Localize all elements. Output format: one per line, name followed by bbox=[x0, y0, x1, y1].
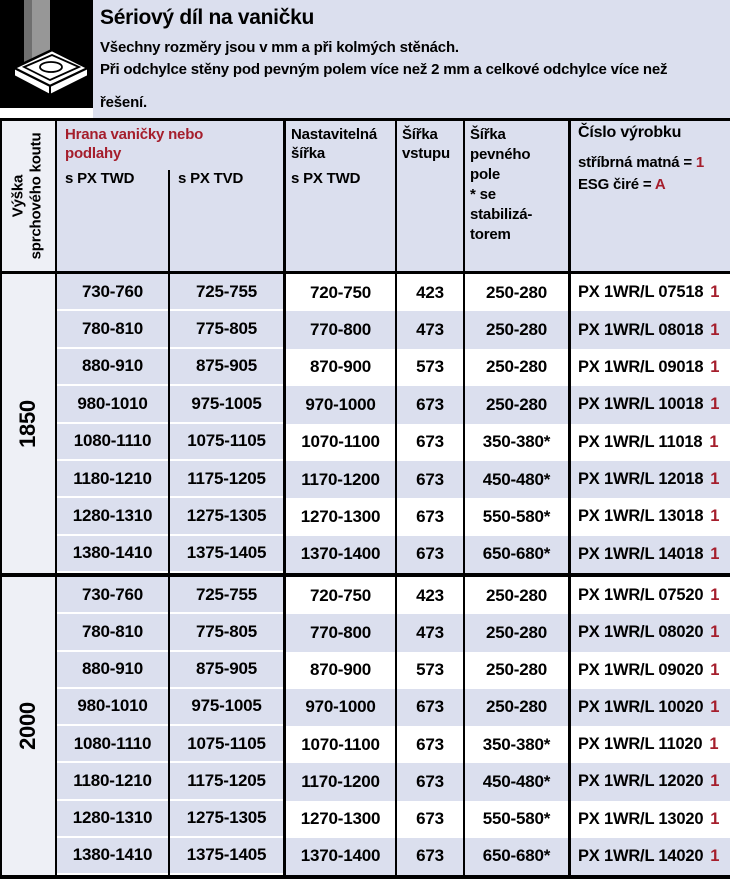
table-cell: 1375-1405 bbox=[170, 536, 283, 571]
product-code: PX 1WR/L 11020 bbox=[578, 735, 703, 754]
table-cell: 1175-1205 bbox=[170, 461, 283, 496]
table-cell: 1075-1105 bbox=[170, 424, 283, 459]
product-code: PX 1WR/L 07518 bbox=[578, 283, 704, 302]
text-line: podlahy bbox=[65, 145, 122, 162]
table-row bbox=[0, 838, 730, 875]
product-code-suffix: 1 bbox=[710, 470, 720, 489]
table-row bbox=[0, 386, 730, 423]
subtitle-line-1: Všechny rozměry jsou v mm a při kolmých stěnách. bbox=[100, 39, 459, 56]
table-cell: 1375-1405 bbox=[170, 838, 283, 873]
product-code-cell bbox=[571, 577, 730, 614]
table-row bbox=[0, 311, 730, 348]
text-line: Hrana vaničky nebo bbox=[65, 126, 204, 143]
table-row bbox=[0, 577, 730, 614]
table-cell: 1275-1305 bbox=[170, 801, 283, 836]
column-subheader-twd: s PX TWD bbox=[65, 170, 135, 187]
product-code-suffix: 1 bbox=[710, 357, 720, 376]
table-cell: 650-680* bbox=[465, 838, 568, 875]
product-code-suffix: 1 bbox=[710, 623, 720, 642]
height-group-2000 bbox=[0, 577, 730, 875]
table-cell: 975-1005 bbox=[170, 386, 283, 421]
table-row bbox=[0, 349, 730, 386]
table-row bbox=[0, 498, 730, 535]
table-cell: 1170-1200 bbox=[286, 461, 395, 498]
table-cell: 1070-1100 bbox=[301, 734, 380, 754]
table-cell: 250-280 bbox=[465, 311, 568, 348]
note-value: 1 bbox=[695, 154, 705, 171]
product-code-cell bbox=[571, 838, 730, 875]
column-header-entry-width bbox=[402, 125, 450, 163]
column-divider bbox=[463, 118, 465, 879]
product-code: PX 1WR/L 08020 bbox=[578, 623, 704, 642]
column-subheader-tvd: s PX TVD bbox=[178, 170, 244, 187]
text-line: šířka bbox=[291, 145, 326, 162]
table-cell: 673 bbox=[416, 734, 444, 754]
table-cell: 250-280 bbox=[465, 614, 568, 651]
group-height-value: 1850 bbox=[14, 399, 40, 448]
product-note-silver-matte bbox=[578, 154, 704, 171]
header-bottom-border bbox=[0, 271, 730, 274]
table-cell: 880-910 bbox=[57, 652, 168, 687]
table-cell: 550-580* bbox=[482, 506, 551, 526]
table-cell: 730-760 bbox=[57, 274, 168, 309]
product-code: PX 1WR/L 10018 bbox=[578, 395, 704, 414]
table-row bbox=[0, 536, 730, 573]
table-cell: 725-755 bbox=[170, 274, 283, 309]
product-code-cell bbox=[571, 652, 730, 689]
product-code-cell bbox=[571, 349, 730, 386]
table-bottom-border bbox=[0, 875, 730, 879]
group-rows bbox=[0, 274, 730, 573]
text-line: pole bbox=[470, 166, 501, 183]
subtitle-line-2: Při odchylce stěny pod pevným polem více než 2 mm a celkové odchylce více než bbox=[100, 61, 668, 78]
table-left-border bbox=[0, 118, 2, 879]
product-code-suffix: 1 bbox=[710, 283, 720, 302]
product-code: PX 1WR/L 12018 bbox=[578, 470, 704, 489]
note-label: stříbrná matná = bbox=[578, 154, 696, 171]
table-cell: 673 bbox=[397, 536, 463, 573]
table-cell: 673 bbox=[416, 506, 444, 526]
table-cell: 450-480* bbox=[465, 763, 568, 800]
column-header-edge bbox=[65, 125, 277, 163]
table-header bbox=[0, 121, 730, 271]
text-line: Výška bbox=[9, 174, 27, 218]
table-top-border bbox=[0, 118, 730, 121]
product-code: PX 1WR/L 11018 bbox=[578, 432, 703, 451]
table-cell: 673 bbox=[397, 838, 463, 875]
table-row bbox=[0, 763, 730, 800]
table-cell: 1175-1205 bbox=[170, 763, 283, 798]
product-note-esg-clear bbox=[578, 176, 666, 193]
table-cell: 350-380* bbox=[482, 734, 551, 754]
table-row bbox=[0, 614, 730, 651]
table-cell: 975-1005 bbox=[170, 689, 283, 724]
product-code-cell bbox=[571, 274, 730, 311]
product-code: PX 1WR/L 10020 bbox=[578, 697, 704, 716]
table-cell: 673 bbox=[397, 689, 463, 726]
table-cell: 1170-1200 bbox=[286, 763, 395, 800]
table-cell: 775-805 bbox=[170, 311, 283, 346]
table-cell: 1280-1310 bbox=[57, 801, 168, 836]
product-code-cell bbox=[571, 386, 730, 423]
table-row bbox=[0, 424, 730, 461]
table-cell: 980-1010 bbox=[57, 386, 168, 421]
column-header-fixed-panel bbox=[470, 125, 532, 245]
product-code-suffix: 1 bbox=[710, 395, 720, 414]
column-header-adjustable-width bbox=[291, 125, 377, 163]
table-cell: 450-480* bbox=[465, 461, 568, 498]
text-line: Šířka bbox=[402, 126, 438, 143]
table-cell: 870-900 bbox=[310, 357, 371, 377]
table-cell: 1370-1400 bbox=[286, 536, 395, 573]
table-row bbox=[0, 801, 730, 838]
product-code-cell bbox=[571, 614, 730, 651]
table-cell: 1270-1300 bbox=[300, 809, 381, 829]
table-cell: 550-580* bbox=[482, 809, 551, 829]
table-cell: 473 bbox=[397, 614, 463, 651]
height-group-1850 bbox=[0, 274, 730, 573]
table-row bbox=[0, 726, 730, 763]
table-cell: 250-280 bbox=[465, 386, 568, 423]
product-code: PX 1WR/L 09020 bbox=[578, 660, 704, 679]
table-cell: 1380-1410 bbox=[57, 838, 168, 873]
column-divider bbox=[168, 170, 170, 879]
subtitle-line-3: řešení. bbox=[100, 94, 147, 111]
column-header-product-number: Číslo výrobku bbox=[578, 124, 682, 141]
table-cell: 573 bbox=[416, 357, 444, 377]
table-cell: 250-280 bbox=[486, 585, 547, 605]
product-code-suffix: 1 bbox=[710, 772, 720, 791]
note-label: ESG čiré = bbox=[578, 176, 655, 193]
table-cell: 1380-1410 bbox=[57, 536, 168, 571]
product-code-suffix: 1 bbox=[709, 735, 719, 754]
column-subheader-adjustable-twd: s PX TWD bbox=[291, 170, 361, 187]
table-row bbox=[0, 274, 730, 311]
product-code-suffix: 1 bbox=[710, 697, 720, 716]
table-cell: 720-750 bbox=[310, 282, 371, 302]
product-code-cell bbox=[571, 763, 730, 800]
table-cell: 350-380* bbox=[482, 432, 551, 452]
text-line: torem bbox=[470, 226, 511, 243]
table-cell: 423 bbox=[416, 585, 444, 605]
table-cell: 250-280 bbox=[486, 282, 547, 302]
column-divider-thick bbox=[283, 118, 286, 879]
column-divider bbox=[55, 118, 57, 879]
table-cell: 780-810 bbox=[57, 311, 168, 346]
table-cell: 875-905 bbox=[170, 652, 283, 687]
product-code-suffix: 1 bbox=[710, 586, 720, 605]
table-row bbox=[0, 461, 730, 498]
product-code: PX 1WR/L 14018 bbox=[578, 544, 704, 563]
product-code-suffix: 1 bbox=[710, 544, 720, 563]
text-line: Nastavitelná bbox=[291, 126, 377, 143]
table-cell: 1180-1210 bbox=[57, 461, 168, 496]
product-code: PX 1WR/L 14020 bbox=[578, 846, 704, 865]
product-code: PX 1WR/L 08018 bbox=[578, 320, 704, 339]
table-cell: 770-800 bbox=[286, 614, 395, 651]
product-code: PX 1WR/L 13018 bbox=[578, 507, 704, 526]
table-cell: 1080-1110 bbox=[57, 726, 168, 761]
group-height-value: 2000 bbox=[14, 702, 40, 750]
product-code-suffix: 1 bbox=[710, 320, 720, 339]
table-cell: 673 bbox=[416, 809, 444, 829]
table-cell: 673 bbox=[397, 763, 463, 800]
column-divider-thick bbox=[568, 118, 571, 879]
table-cell: 875-905 bbox=[170, 349, 283, 384]
table-cell: 880-910 bbox=[57, 349, 168, 384]
table-row bbox=[0, 652, 730, 689]
table-cell: 423 bbox=[416, 282, 444, 302]
product-code-cell bbox=[571, 689, 730, 726]
text-line: vstupu bbox=[402, 145, 450, 162]
table-cell: 725-755 bbox=[170, 577, 283, 612]
shower-tray-icon bbox=[0, 0, 93, 108]
note-value: A bbox=[654, 176, 666, 193]
height-axis-label-text bbox=[10, 133, 46, 260]
table-cell: 473 bbox=[397, 311, 463, 348]
table-cell: 250-280 bbox=[486, 357, 547, 377]
table-cell: 1270-1300 bbox=[300, 506, 381, 526]
product-code: PX 1WR/L 13020 bbox=[578, 809, 704, 828]
page-title: Sériový díl na vaničku bbox=[100, 6, 314, 29]
product-code-cell bbox=[571, 311, 730, 348]
product-code: PX 1WR/L 09018 bbox=[578, 357, 704, 376]
product-code-cell bbox=[571, 536, 730, 573]
product-code-cell bbox=[571, 726, 730, 763]
product-code-suffix: 1 bbox=[710, 809, 720, 828]
table-cell: 1180-1210 bbox=[57, 763, 168, 798]
table-cell: 673 bbox=[397, 461, 463, 498]
table-cell: 673 bbox=[397, 386, 463, 423]
product-code-suffix: 1 bbox=[710, 846, 720, 865]
table-cell: 250-280 bbox=[465, 689, 568, 726]
table-cell: 573 bbox=[416, 660, 444, 680]
product-code-cell bbox=[571, 498, 730, 535]
table-cell: 870-900 bbox=[310, 660, 371, 680]
table-cell: 1275-1305 bbox=[170, 498, 283, 533]
table-cell: 650-680* bbox=[465, 536, 568, 573]
text-line: stabilizá- bbox=[470, 206, 533, 223]
text-line: * se bbox=[470, 186, 496, 203]
group-rows bbox=[0, 577, 730, 875]
table-cell: 1075-1105 bbox=[170, 726, 283, 761]
text-line: Šířka bbox=[470, 126, 506, 143]
product-code-cell bbox=[571, 461, 730, 498]
product-code-cell bbox=[571, 801, 730, 838]
shower-tray-drawing bbox=[0, 0, 93, 108]
column-divider bbox=[395, 118, 397, 879]
table-cell: 970-1000 bbox=[286, 386, 395, 423]
height-axis-label bbox=[0, 121, 55, 271]
text-line: sprchového koutu bbox=[27, 132, 45, 260]
table-cell: 720-750 bbox=[310, 585, 371, 605]
table-cell: 1280-1310 bbox=[57, 498, 168, 533]
table-cell: 250-280 bbox=[486, 660, 547, 680]
group-divider bbox=[0, 573, 730, 577]
table-cell: 980-1010 bbox=[57, 689, 168, 724]
table-cell: 780-810 bbox=[57, 614, 168, 649]
product-code: PX 1WR/L 07520 bbox=[578, 586, 704, 605]
table-cell: 673 bbox=[416, 432, 444, 452]
table-cell: 1070-1100 bbox=[301, 432, 380, 452]
product-code-suffix: 1 bbox=[709, 432, 719, 451]
table-row bbox=[0, 689, 730, 726]
product-code-suffix: 1 bbox=[710, 507, 720, 526]
table-cell: 970-1000 bbox=[286, 689, 395, 726]
product-code-cell bbox=[571, 424, 730, 461]
table-cell: 1370-1400 bbox=[286, 838, 395, 875]
table-cell: 1080-1110 bbox=[57, 424, 168, 459]
table-cell: 730-760 bbox=[57, 577, 168, 612]
text-line: pevného bbox=[470, 146, 531, 163]
table-cell: 770-800 bbox=[286, 311, 395, 348]
table-cell: 775-805 bbox=[170, 614, 283, 649]
product-code-suffix: 1 bbox=[710, 660, 720, 679]
product-code: PX 1WR/L 12020 bbox=[578, 772, 704, 791]
